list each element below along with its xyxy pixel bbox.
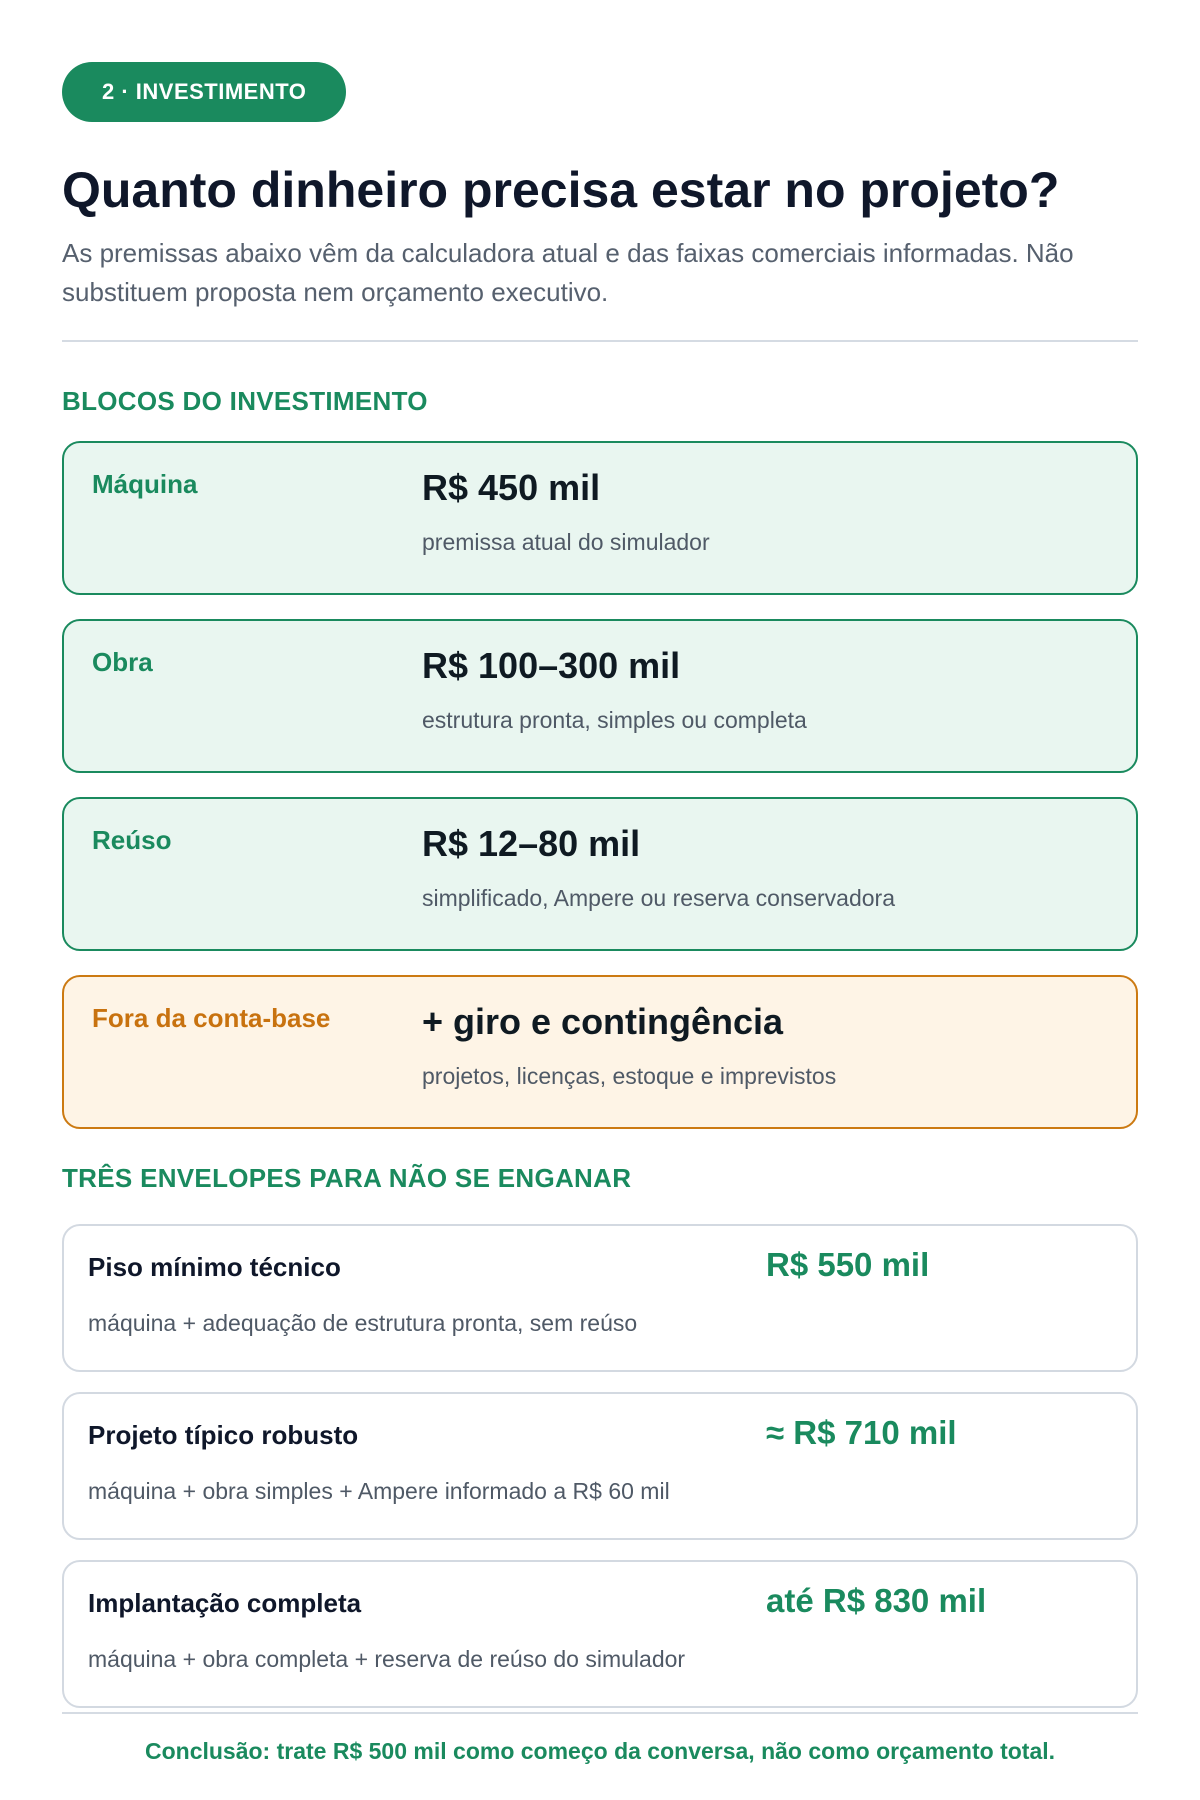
block-value: R$ 12–80 mil	[422, 822, 641, 864]
header-divider	[62, 340, 1138, 342]
envelope-implantacao-completa	[62, 1560, 1138, 1708]
block-label: Obra	[92, 646, 153, 677]
envelope-description: máquina + adequação de estrutura pronta, sem reúso	[88, 1309, 638, 1336]
envelope-piso-minimo	[62, 1224, 1138, 1372]
envelope-value: R$ 550 mil	[766, 1245, 930, 1283]
section-badge: 2 · INVESTIMENTO	[62, 62, 346, 122]
block-fora-da-conta	[62, 975, 1138, 1129]
envelope-list	[62, 1224, 1138, 1708]
block-label: Reúso	[92, 824, 172, 855]
block-description: premissa atual do simulador	[422, 528, 710, 555]
conclusion-text: Conclusão: trate R$ 500 mil como começo da conversa, não como orçamento total.	[144, 1738, 1056, 1764]
block-obra	[62, 619, 1138, 773]
block-value: + giro e contingência	[422, 1000, 784, 1042]
block-value: R$ 450 mil	[422, 466, 601, 508]
envelope-description: máquina + obra simples + Ampere informado a R$ 60 mil	[88, 1477, 670, 1504]
envelope-projeto-tipico	[62, 1392, 1138, 1540]
block-description: projetos, licenças, estoque e imprevistos	[422, 1062, 837, 1089]
block-label: Fora da conta-base	[92, 1002, 331, 1033]
envelope-description: máquina + obra completa + reserva de reúso do simulador	[88, 1645, 686, 1672]
block-description: estrutura pronta, simples ou completa	[422, 706, 807, 733]
blocks-section-label: BLOCOS DO INVESTIMENTO	[62, 385, 428, 416]
envelope-value: até R$ 830 mil	[766, 1581, 987, 1619]
footer-divider	[62, 1712, 1138, 1714]
envelope-title: Piso mínimo técnico	[88, 1251, 341, 1282]
envelope-title: Implantação completa	[88, 1587, 362, 1618]
envelopes-section-label: TRÊS ENVELOPES PARA NÃO SE ENGANAR	[62, 1162, 632, 1193]
block-maquina	[62, 441, 1138, 595]
block-value: R$ 100–300 mil	[422, 644, 681, 686]
page-title: Quanto dinheiro precisa estar no projeto?	[62, 162, 1060, 218]
block-reuso	[62, 797, 1138, 951]
envelope-title: Projeto típico robusto	[88, 1419, 359, 1450]
block-label: Máquina	[92, 468, 198, 499]
investment-blocks	[62, 441, 1138, 1129]
page-subtitle: As premissas abaixo vêm da calculadora atual e das faixas comerciais informadas. Não substituem proposta nem orçamento executivo.	[62, 237, 1074, 307]
block-description: simplificado, Ampere ou reserva conservadora	[422, 884, 896, 911]
envelope-value: ≈ R$ 710 mil	[766, 1413, 957, 1451]
